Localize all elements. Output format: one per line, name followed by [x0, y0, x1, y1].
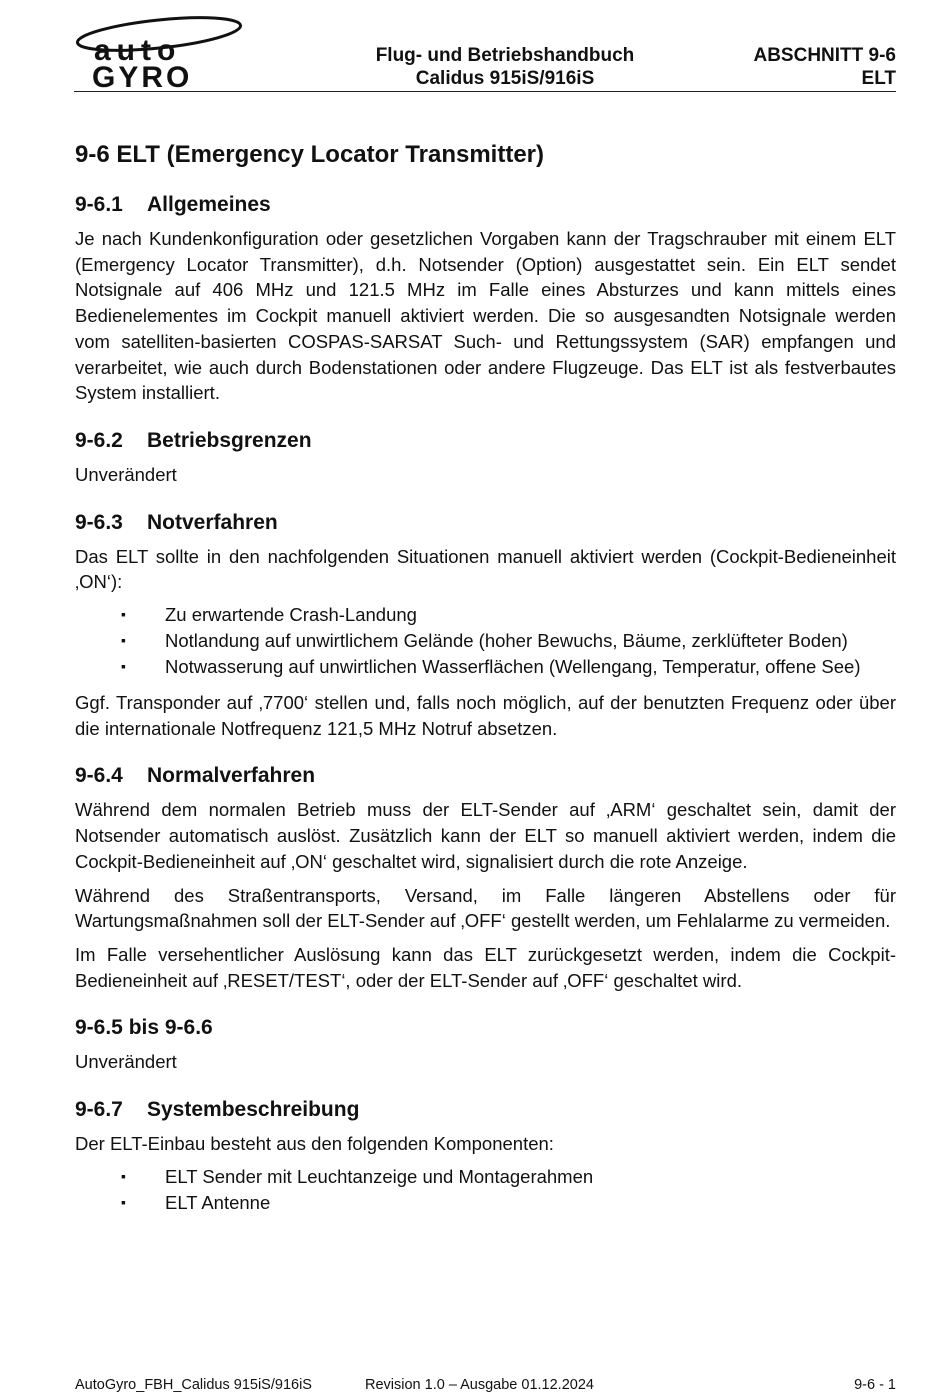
- svg-text:GYRO: GYRO: [92, 61, 193, 88]
- bullet-icon: ▪: [121, 1167, 126, 1184]
- section-title: Notverfahren: [147, 510, 278, 534]
- section-title: Systembeschreibung: [147, 1098, 360, 1122]
- paragraph: Je nach Kundenkonfiguration oder gesetzlichen Vorgaben kann der Tragschrauber mit einem ELT (Emergency Locator Transmitter), d.h. Notsender (Option) ausgestattet sein. Ein ELT sendet Notsignale auf 406 MHz und 121.5 MHz im Falle eines Absturzes und kann mittels eines Bedienelementes im Cockpit manuell aktiviert werden. Die so ausgesandten Notsignale werden vom satelliten-basierten COSPAS-SARSAT Such- und Rettungssystem (SAR) empfangen und verarbeitet, wie auch durch Bodenstationen oder andere Flugzeuge. Das ELT ist als festverbautes System installiert.: [75, 228, 896, 404]
- paragraph: Während dem normalen Betrieb muss der ELT-Sender auf ‚ARM‘ geschaltet sein, damit der Notsender automatisch auslöst. Zusätzlich kann der ELT so manuell aktiviert werden, indem die Cockpit-Bedieneinheit auf ‚ON‘ geschaltet wird, signalisiert durch die rote Anzeige.: [75, 799, 896, 872]
- footer-revision: Revision 1.0 – Ausgabe 01.12.2024: [365, 1377, 594, 1393]
- svg-text:auto: auto: [94, 34, 182, 67]
- section-heading-normalverfahren: [75, 763, 896, 789]
- section-heading-notverfahren: [75, 510, 896, 536]
- section-number: 9-6.4: [75, 764, 123, 788]
- section-number: 9-6.2: [75, 428, 123, 452]
- page-title: 9-6 ELT (Emergency Locator Transmitter): [75, 141, 545, 168]
- section-title: Allgemeines: [147, 193, 271, 216]
- footer-document-id: AutoGyro_FBH_Calidus 915iS/916iS: [75, 1377, 312, 1393]
- paragraph: Im Falle versehentlicher Auslösung kann das ELT zurückgesetzt werden, indem die Cockpit-Bedieneinheit auf ‚RESET/TEST‘, oder der ELT-Sender auf ‚OFF‘ geschaltet wird.: [75, 943, 896, 991]
- bullet-list: [75, 1165, 896, 1214]
- aircraft-model: Calidus 915iS/916iS: [415, 68, 595, 89]
- paragraph: Unverändert: [75, 1051, 177, 1073]
- section-number: 9-6.1: [75, 193, 123, 216]
- paragraph: Das ELT sollte in den nachfolgenden Situationen manuell aktiviert werden (Cockpit-Bedieneinheit ‚ON‘):: [75, 545, 896, 593]
- section-title: Normalverfahren: [147, 764, 316, 788]
- page-content: [75, 140, 896, 1226]
- list-item: ▪ ELT Sender mit Leuchtanzeige und Montagerahmen: [121, 1165, 594, 1187]
- section-label-block: [753, 44, 896, 90]
- section-heading-allgemeines: [75, 192, 896, 218]
- section-heading-unchanged-range: [75, 1015, 896, 1041]
- manual-title: Flug- und Betriebshandbuch: [375, 45, 635, 66]
- section-title: Betriebsgrenzen: [147, 428, 312, 452]
- section-number: 9-6.3: [75, 510, 123, 534]
- list-item: ▪ Zu erwartende Crash-Landung: [121, 604, 417, 626]
- section-number: 9-6.7: [75, 1098, 123, 1122]
- bullet-list: [75, 603, 896, 678]
- document-title-block: [274, 44, 736, 90]
- page-header: [74, 14, 896, 92]
- paragraph: Ggf. Transponder auf ‚7700‘ stellen und, falls noch möglich, auf der benutzten Frequenz oder über die internationale Notfrequenz 121,5 MHz Notruf absetzen.: [75, 692, 896, 739]
- bullet-icon: ▪: [121, 658, 126, 675]
- list-item: ▪ Notwasserung auf unwirtlichen Wasserflächen (Wellengang, Temperatur, offene See): [121, 656, 861, 678]
- paragraph: Während des Straßentransports, Versand, im Falle längeren Abstellens oder für Wartungsmaßnahmen soll der ELT-Sender auf ‚OFF‘ gestellt werden, um Fehlalarme zu vermeiden.: [75, 884, 896, 932]
- page-number: 9-6 - 1: [854, 1377, 896, 1393]
- paragraph: Unverändert: [75, 463, 177, 485]
- section-name: ELT: [861, 68, 896, 89]
- bullet-icon: ▪: [121, 606, 126, 623]
- section-heading-systembeschreibung: [75, 1097, 896, 1123]
- autogyro-logo: [74, 14, 244, 88]
- section-number: 9-6.5 bis 9-6.6: [75, 1016, 213, 1040]
- section-heading-betriebsgrenzen: [75, 428, 896, 454]
- section-number: ABSCHNITT 9-6: [753, 45, 896, 66]
- list-item: ▪ Notlandung auf unwirtlichem Gelände (hoher Bewuchs, Bäume, zerklüfteter Boden): [121, 630, 848, 652]
- bullet-icon: ▪: [121, 1193, 126, 1210]
- bullet-icon: ▪: [121, 632, 126, 649]
- list-item: ▪ ELT Antenne: [121, 1191, 271, 1213]
- paragraph: Der ELT-Einbau besteht aus den folgenden Komponenten:: [75, 1133, 554, 1155]
